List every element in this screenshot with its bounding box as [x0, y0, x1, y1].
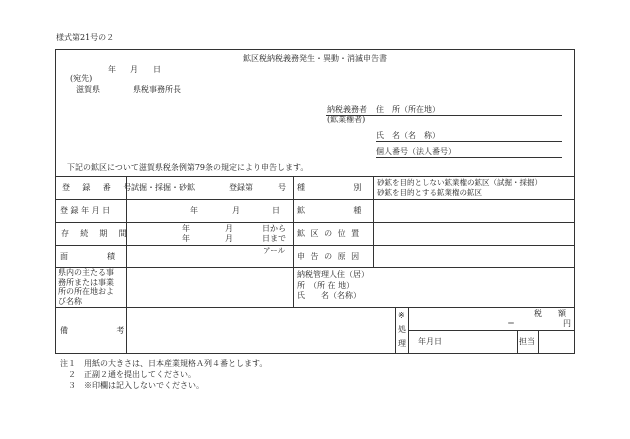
period-year-to: 年 [182, 234, 190, 243]
table-col-7 [538, 330, 539, 354]
type-option-2: 砂鉱を目的とする鉱業権の鉱区 [377, 188, 482, 197]
table-line-2 [55, 199, 575, 200]
taxpayer-sublabel: (鉱業権者) [327, 115, 366, 124]
date-year: 年 [108, 65, 116, 74]
address-underline [326, 115, 562, 116]
taxpayer-name-label: 氏 名（名 称） [376, 131, 440, 140]
period-year-from: 年 [182, 224, 190, 233]
proc-char-2: 理 [398, 339, 406, 348]
reg-date-month: 月 [232, 206, 240, 215]
proc-line [408, 330, 575, 331]
note-2: ２ 正副２通を提出してください。 [60, 370, 196, 379]
tax-yen: 円 [563, 319, 571, 328]
taxpayer-address-label: 住 所（所在地） [376, 105, 440, 114]
proc-mark: ※ [398, 311, 405, 320]
reg-no-mid: 登録第 [229, 183, 253, 192]
table-col-3 [373, 176, 374, 267]
addressee-pref: 滋賀県 [76, 85, 100, 94]
table-line-top [55, 176, 575, 177]
table-col-6 [517, 330, 518, 354]
period-to: 日まで [262, 234, 286, 243]
form-number: 様式第21号の２ [56, 33, 115, 42]
date-day: 日 [153, 65, 161, 74]
form-title: 鉱区税納税義務発生・異動・消滅申告書 [243, 54, 387, 63]
type-option-1: 砂鉱を目的としない鉱業権の鉱区（試掘・採掘） [377, 178, 542, 187]
mineral-label: 鉱 種 [297, 206, 363, 215]
office-label-4: び名称 [58, 296, 82, 306]
table-line-6 [55, 307, 575, 308]
location-label: 鉱 区 の 位 置 [297, 229, 361, 238]
manager-label-1: 納税管理人住（居） [297, 270, 369, 279]
period-label: 存 続 期 間 [61, 229, 129, 238]
table-line-5 [55, 267, 575, 268]
addressee-prefix: (宛先) [70, 74, 93, 83]
id-underline [376, 157, 562, 158]
office-label-2: 務所または事業 [58, 277, 114, 287]
period-month-to: 月 [225, 234, 233, 243]
taxpayer-label: 納税義務者 [327, 105, 367, 114]
office-label-3: 所の所在地およ [58, 287, 114, 296]
table-line-3 [55, 222, 575, 223]
table-col-1 [126, 176, 127, 354]
proc-char-1: 処 [398, 325, 406, 334]
period-from: 日から [262, 224, 286, 233]
name-underline [376, 141, 562, 142]
reg-no-label: 登 録 番 号 [62, 183, 134, 192]
reg-no-suffix: 号 [278, 183, 286, 192]
table-line-4 [55, 245, 575, 246]
date-month: 月 [130, 65, 138, 74]
taxpayer-id-label: 個人番号（法人番号） [376, 147, 456, 156]
note-1: 注１ 用紙の大きさは、日本産業規格Ａ列４番とします。 [60, 359, 268, 368]
area-unit: アール [263, 246, 286, 255]
period-month-from: 月 [225, 224, 233, 233]
manager-label-2: 所 （所 在 地） [297, 280, 355, 290]
mining-types: 試掘・採掘・砂鉱 [131, 183, 195, 192]
tax-equals: ＝ [507, 319, 515, 328]
reg-date-year: 年 [190, 206, 198, 215]
proc-date-label: 年月日 [418, 337, 442, 346]
office-label-1: 県内の主たる事 [58, 268, 114, 277]
reason-label: 申 告 の 原 因 [297, 252, 361, 261]
form-frame [55, 49, 575, 354]
staff-label: 担当 [519, 337, 535, 346]
reg-date-label: 登 録 年 月 日 [60, 206, 111, 215]
table-col-4 [395, 307, 396, 354]
manager-label-3: 氏 名（名称） [297, 291, 361, 300]
table-col-5 [408, 307, 409, 354]
tax-label: 税 額 [534, 309, 566, 318]
table-col-2 [293, 176, 294, 307]
remarks-label: 備 考 [60, 326, 126, 335]
type-label: 種 別 [297, 183, 363, 192]
reg-date-day: 日 [272, 206, 280, 215]
note-3: ３ ※印欄は記入しないでください。 [60, 381, 204, 390]
area-label: 面 積 [60, 252, 117, 261]
declaration-text: 下記の鉱区について滋賀県税条例第79条の規定により申告します。 [67, 163, 309, 172]
addressee-office: 県税事務所長 [133, 85, 181, 94]
